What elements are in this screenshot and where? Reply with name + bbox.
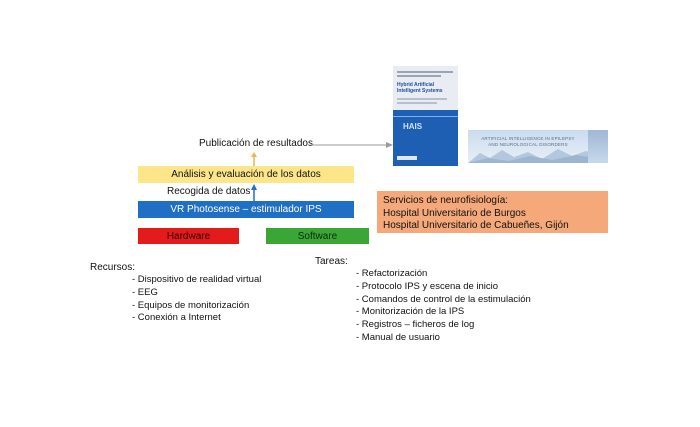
software-label: Software: [297, 230, 338, 242]
list-item: - Monitorización de la IPS: [356, 306, 465, 318]
book-cover-image: [393, 66, 458, 166]
list-item: - Comandos de control de la estimulación: [356, 293, 531, 305]
list-item: - Registros – ficheros de log: [356, 319, 475, 331]
book-cover-top: [393, 66, 458, 110]
services-title: Servicios de neurofisiología:: [383, 195, 509, 206]
list-item: - Dispositivo de realidad virtual: [132, 274, 262, 285]
data-collection-up-arrow: [250, 184, 258, 202]
publication-label: Publicación de resultados: [199, 138, 313, 149]
book-cover-logo: HAIS: [403, 122, 423, 131]
book-cover-title: Hybrid Artificial Intelligent Systems: [397, 82, 443, 94]
hardware-label: Hardware: [166, 230, 211, 242]
software-box: [266, 228, 369, 244]
list-item: - Protocolo IPS y escena de inicio: [356, 280, 499, 292]
analysis-bar: [138, 166, 354, 183]
publication-arrow: [310, 140, 394, 150]
analysis-bar-label: Análisis y evaluación de los datos: [171, 169, 321, 180]
resources-heading: Recursos:: [90, 262, 136, 273]
springer-logo: [397, 156, 417, 160]
resources-list: [132, 274, 261, 325]
list-item: - Equipos de monitorización: [132, 299, 250, 311]
tasks-heading: Tareas:: [315, 256, 348, 267]
vr-photosense-label: VR Photosense – estimulador IPS: [170, 204, 322, 215]
list-item: - Manual de usuario: [356, 331, 440, 343]
list-item: - EEG: [132, 286, 158, 298]
services-line-2: Hospital Universitario de Cabueñes, Gijón: [383, 220, 569, 231]
services-box: [377, 191, 608, 233]
tasks-list: [356, 268, 531, 345]
list-item: - Conexión a Internet: [132, 312, 221, 324]
conference-banner-image: [468, 130, 608, 163]
vr-photosense-bar: [138, 201, 354, 218]
data-collection-label: Recogida de datos: [167, 186, 251, 197]
banner-text: ARTIFICIAL INTELLIGENCE IN EPILEPSY AND NEUROLOGICAL DISORDERS: [481, 136, 575, 147]
hardware-box: [138, 228, 239, 244]
services-line-1: Hospital Universitario de Burgos: [383, 207, 526, 219]
list-item: - Refactorización: [356, 268, 428, 279]
analysis-up-arrow: [250, 152, 258, 166]
